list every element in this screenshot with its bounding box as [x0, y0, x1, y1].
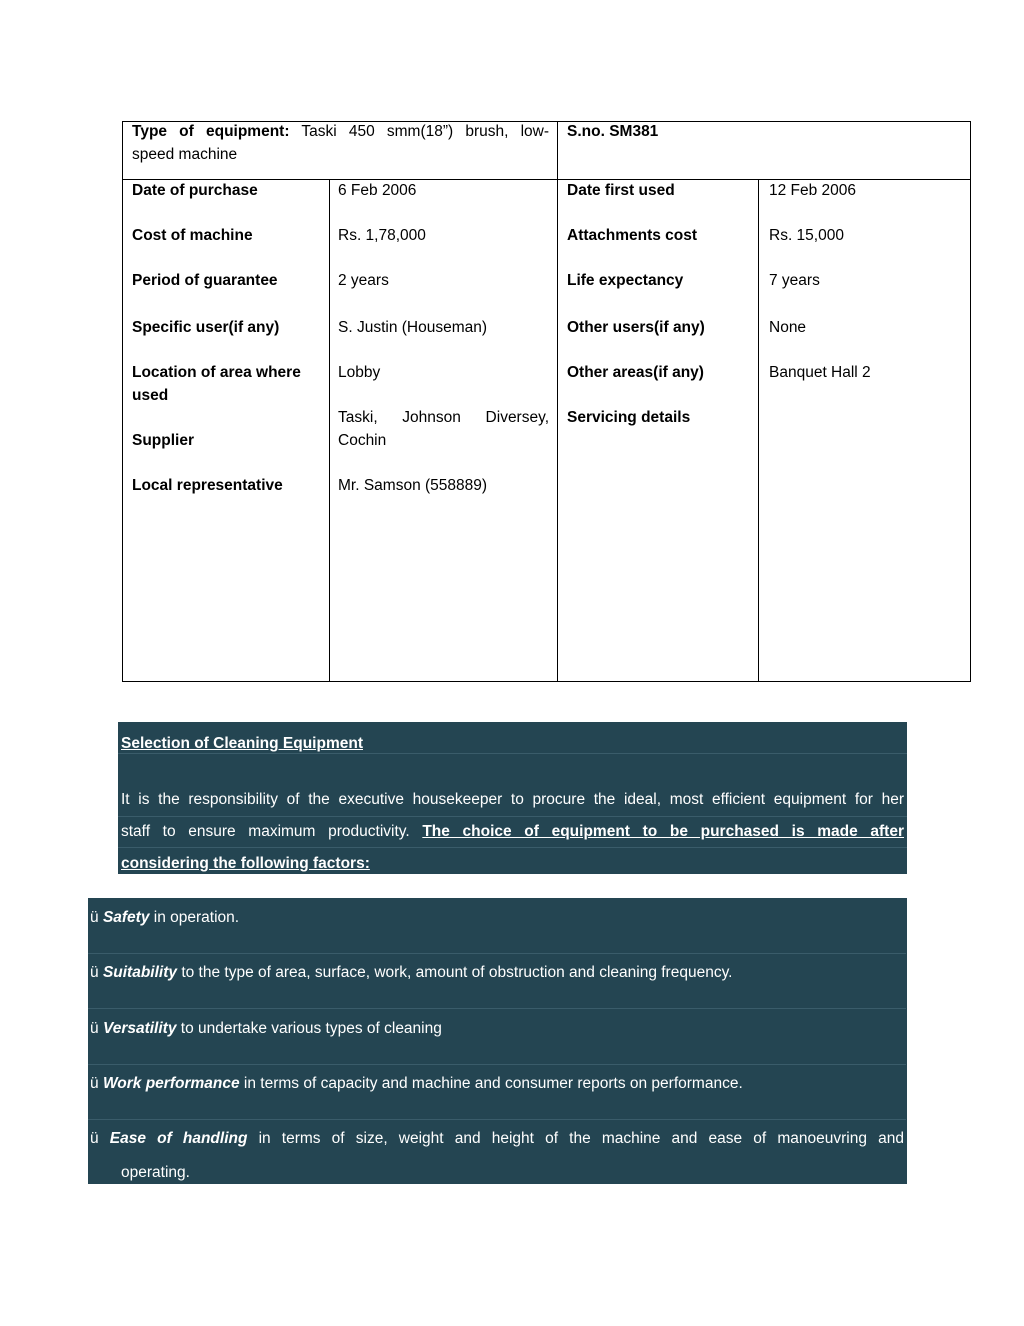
factor-item: ü Safety in operation. — [88, 898, 906, 954]
check-bullet-icon: ü — [90, 964, 99, 981]
value-cost-of-machine: Rs. 1,78,000 — [338, 227, 426, 244]
factors-panel — [88, 898, 907, 1184]
factor-item: ü Work performance in terms of capacity and machine and consumer reports on performance. — [88, 1064, 906, 1120]
value-life-expectancy: 7 years — [769, 272, 820, 289]
value-specific-user: S. Justin (Houseman) — [338, 319, 488, 336]
value-other-users: None — [769, 319, 807, 336]
factor-item: ü Suitability to the type of area, surface, work, amount of obstruction and cleaning frequency. — [88, 953, 906, 1009]
check-bullet-icon: ü — [90, 1130, 99, 1147]
selection-paragraph-line1: It is the responsibility of the executive housekeeper to procure the ideal, most efficient equipment for her — [121, 791, 904, 808]
check-bullet-icon: ü — [90, 1075, 99, 1092]
serial-number: S.no. SM381 — [567, 123, 659, 140]
label-location-line1: Location of area where — [132, 364, 301, 381]
label-supplier: Supplier — [132, 432, 195, 449]
label-location-line2: used — [132, 387, 169, 404]
factor-item: ü Ease of handling in terms of size, weight and height of the machine and ease of manoeuvring and operating. — [90, 1130, 904, 1181]
label-other-users: Other users(if any) — [567, 319, 705, 336]
selection-paragraph-line2: staff to ensure maximum productivity. The choice of equipment to be purchased is made after — [121, 823, 904, 840]
value-location: Lobby — [338, 364, 381, 381]
selection-panel — [118, 722, 907, 874]
value-local-representative: Mr. Samson (558889) — [338, 477, 488, 494]
label-cost-of-machine: Cost of machine — [132, 227, 253, 244]
label-date-of-purchase: Date of purchase — [132, 182, 258, 199]
selection-heading: Selection of Cleaning Equipment — [121, 735, 363, 752]
label-other-areas: Other areas(if any) — [567, 364, 704, 381]
equipment-type-line1: Type of equipment: Taski 450 smm(18”) brush, low- — [132, 123, 549, 140]
value-date-first-used: 12 Feb 2006 — [769, 182, 857, 199]
value-supplier-line1: Taski, Johnson Diversey, — [338, 409, 549, 426]
check-bullet-icon: ü — [90, 909, 99, 926]
selection-paragraph-line3: considering the following factors: — [121, 855, 370, 872]
label-life-expectancy: Life expectancy — [567, 272, 684, 289]
col-divider-left — [329, 179, 330, 681]
label-date-first-used: Date first used — [567, 182, 675, 199]
factor-continuation: operating. — [121, 1164, 190, 1181]
label-attachments-cost: Attachments cost — [567, 227, 698, 244]
check-bullet-icon: ü — [90, 1020, 99, 1037]
label-local-representative: Local representative — [132, 477, 283, 494]
value-supplier-line2: Cochin — [338, 432, 387, 449]
value-period-of-guarantee: 2 years — [338, 272, 389, 289]
value-attachments-cost: Rs. 15,000 — [769, 227, 844, 244]
value-other-areas: Banquet Hall 2 — [769, 364, 871, 381]
label-servicing-details: Servicing details — [567, 409, 691, 426]
equipment-record-table — [122, 121, 971, 682]
col-divider-right — [758, 179, 759, 681]
value-date-of-purchase: 6 Feb 2006 — [338, 182, 417, 199]
label-period-of-guarantee: Period of guarantee — [132, 272, 278, 289]
equipment-type-line2: speed machine — [132, 146, 238, 163]
factor-item: ü Versatility to undertake various types of cleaning — [88, 1009, 906, 1065]
col-divider-middle — [557, 122, 558, 681]
label-specific-user: Specific user(if any) — [132, 319, 280, 336]
